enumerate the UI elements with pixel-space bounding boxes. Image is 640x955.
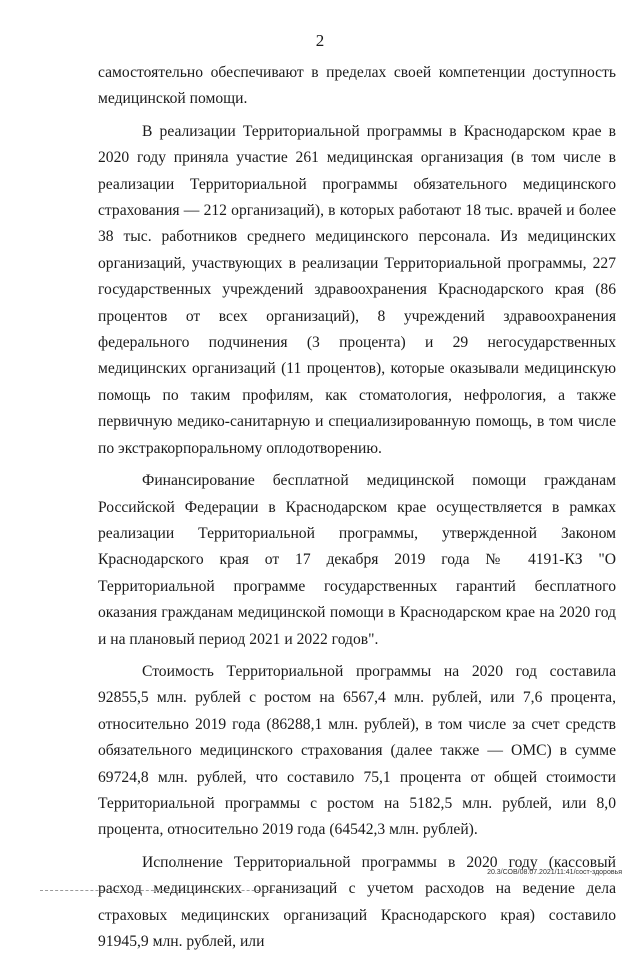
bottom-scan-rule — [40, 890, 300, 891]
paragraph-execution: Исполнение Территориальной программы в 2020 году (кассовый расход медицинских организаций с учетом расходов на ведение дела страховых медицинских организаций Краснодарского края) составило 91945,9 млн. рублей, или — [98, 853, 616, 950]
paragraph-program-cost: Стоимость Территориальной программы на 2020 год составила 92855,5 млн. рублей с ростом на 6567,4 млн. рублей, или 7,6 процента, относительно 2019 года (86288,1 млн. рублей), в том числе за счет средств обязательного медицинского страхования (далее также — ОМС) в сумме 69724,8 млн. рублей, что составило 75,1 процента от общей стоимости Территориальной программы с ростом на 5182,5 млн. рублей, или 8,0 процента, относительно 2019 года (64542,3 млн. рублей). — [98, 662, 616, 839]
paragraph-continuation: самостоятельно обеспечивают в пределах своей компетенции доступность медицинской помощи. — [98, 64, 616, 108]
paragraph-participants: В реализации Территориальной программы в Краснодарском крае в 2020 году приняла участие 261 медицинская организация (в том числе в реализации Территориальной программы обязательного медицинского страхования — 212 организаций), в которых работают 18 тыс. врачей и более 38 тыс. работников среднего медицинского персонала. Из медицинских организаций, участвующих в реализации Территориальной программы, 227 государственных учреждений здравоохранения Краснодарского края (86 процентов от всех организаций), 8 учреждений здравоохранения федерального подчинения (3 процента) и 29 негосударственных медицинских организаций (11 процентов), которые оказывали медицинскую помощь по таким профилям, как стоматология, нефрология, а также первичную медико-санитарную и специализированную помощь, в том числе по экстракорпоральному оплодотворению. — [98, 122, 616, 457]
paragraph-financing: Финансирование бесплатной медицинской помощи гражданам Российской Федерации в Краснодарском крае осуществляется в рамках реализации Территориальной программы, утвержденной Законом Краснодарского края от 17 декабря 2019 года № 4191-КЗ "О Территориальной программе государственных гарантий бесплатного оказания гражданам медицинской помощи в Краснодарском крае на 2020 год и на плановый период 2021 и 2022 годов". — [98, 472, 616, 648]
footer-document-code: 20.3/СОВ/08.07.2021/11:41/сост-здоровья — [487, 869, 622, 876]
document-body — [98, 60, 616, 955]
page-number: 2 — [315, 31, 325, 50]
